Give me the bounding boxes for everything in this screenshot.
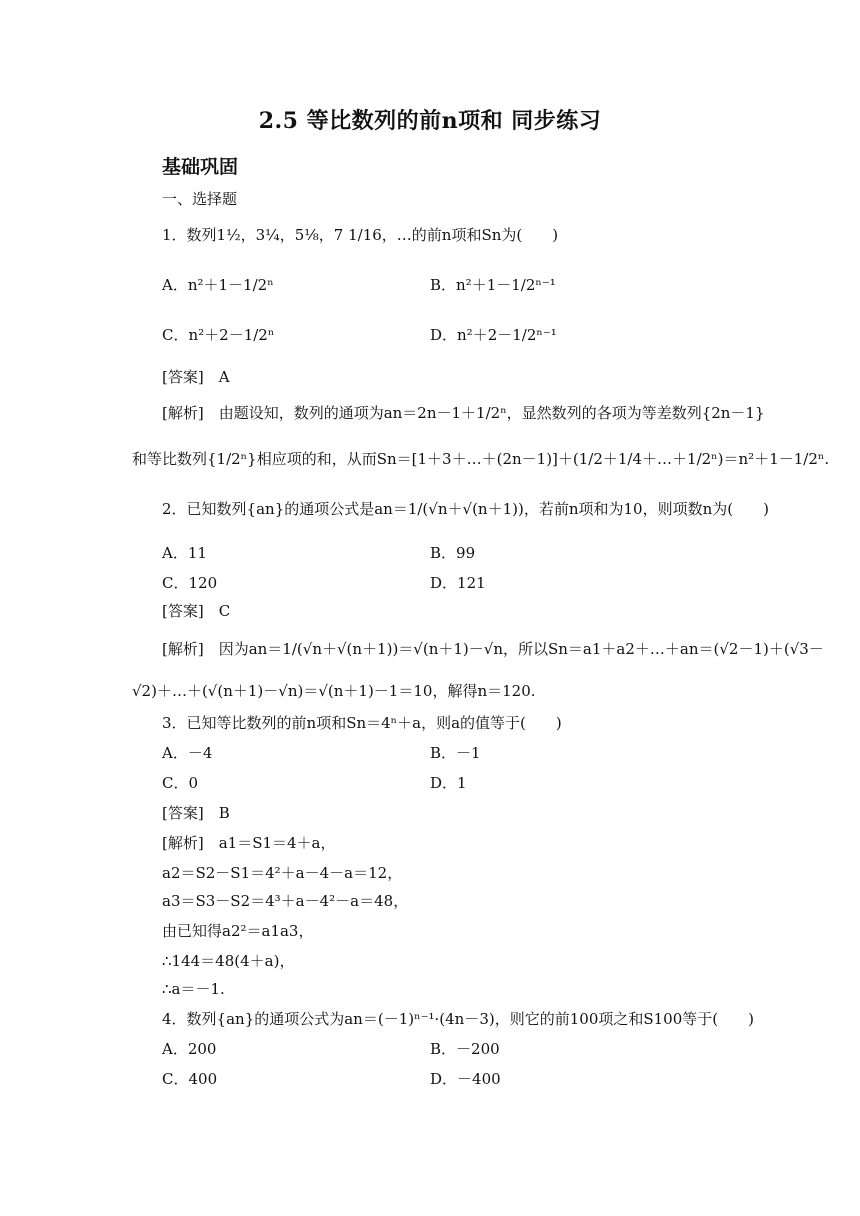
q1-option-b: B．n²＋1－1/2ⁿ⁻¹ [430, 276, 556, 294]
page-title: 2.5 等比数列的前n项和 同步练习 [258, 108, 602, 134]
q2-option-d: D．121 [430, 574, 486, 592]
q2-option-c: C．120 [162, 574, 218, 592]
q3-analysis-line1: [解析] a1＝S1＝4＋a， [162, 834, 336, 852]
section-heading: 基础巩固 [162, 156, 239, 178]
q1-stem: 1．数列1½，3¼，5⅛，7 1/16，…的前n项和Sn为( ) [162, 226, 559, 244]
q1-analysis-line2: 和等比数列{1/2ⁿ}相应项的和，从而Sn＝[1＋3＋…＋(2n－1)]＋(1/2＋1/4＋…＋1/2ⁿ)＝n²＋1－1/2ⁿ. [132, 450, 830, 468]
q3-answer: [答案] B [162, 804, 230, 822]
q2-analysis-line1: [解析] 因为an＝1/(√n＋√(n＋1))＝√(n＋1)－√n，所以Sn＝a1＋a2＋…＋an＝(√2－1)＋(√3－ [162, 640, 824, 658]
q4-option-b: B．－200 [430, 1040, 500, 1058]
part-heading: 一、选择题 [162, 190, 238, 208]
q3-option-b: B．－1 [430, 744, 481, 762]
q4-option-a: A．200 [162, 1040, 217, 1058]
q2-stem: 2．已知数列{an}的通项公式是an＝1/(√n＋√(n＋1))，若前n项和为10，则项数n为( ) [162, 500, 769, 518]
q1-option-a: A．n²＋1－1/2ⁿ [162, 276, 274, 294]
q4-option-d: D．－400 [430, 1070, 501, 1088]
q3-stem: 3．已知等比数列的前n项和Sn＝4ⁿ＋a，则a的值等于( ) [162, 714, 562, 732]
q3-analysis-line5: ∴144＝48(4＋a)， [162, 952, 295, 970]
q2-option-b: B．99 [430, 544, 476, 562]
q3-analysis-line6: ∴a＝－1. [162, 980, 225, 998]
q2-option-a: A．11 [162, 544, 207, 562]
q3-analysis-line4: 由已知得a2²＝a1a3， [162, 922, 314, 940]
q2-answer: [答案] C [162, 602, 231, 620]
q4-option-c: C．400 [162, 1070, 218, 1088]
q3-option-d: D．1 [430, 774, 467, 792]
q3-analysis-line3: a3＝S3－S2＝4³＋a－4²－a＝48， [162, 892, 409, 910]
q2-analysis-line2: √2)＋…＋(√(n＋1)－√n)＝√(n＋1)－1＝10，解得n＝120. [132, 682, 536, 700]
q1-answer: [答案] A [162, 368, 230, 386]
q1-analysis-line1: [解析] 由题设知，数列的通项为an＝2n－1＋1/2ⁿ，显然数列的各项为等差数列{2n－1} [162, 404, 765, 422]
q4-stem: 4．数列{an}的通项公式为an＝(－1)ⁿ⁻¹·(4n－3)，则它的前100项之和S100等于( ) [162, 1010, 754, 1028]
q1-option-c: C．n²＋2－1/2ⁿ [162, 326, 275, 344]
q3-option-a: A．－4 [162, 744, 213, 762]
q3-analysis-line2: a2＝S2－S1＝4²＋a－4－a＝12， [162, 864, 403, 882]
q3-option-c: C．0 [162, 774, 199, 792]
q1-option-d: D．n²＋2－1/2ⁿ⁻¹ [430, 326, 557, 344]
